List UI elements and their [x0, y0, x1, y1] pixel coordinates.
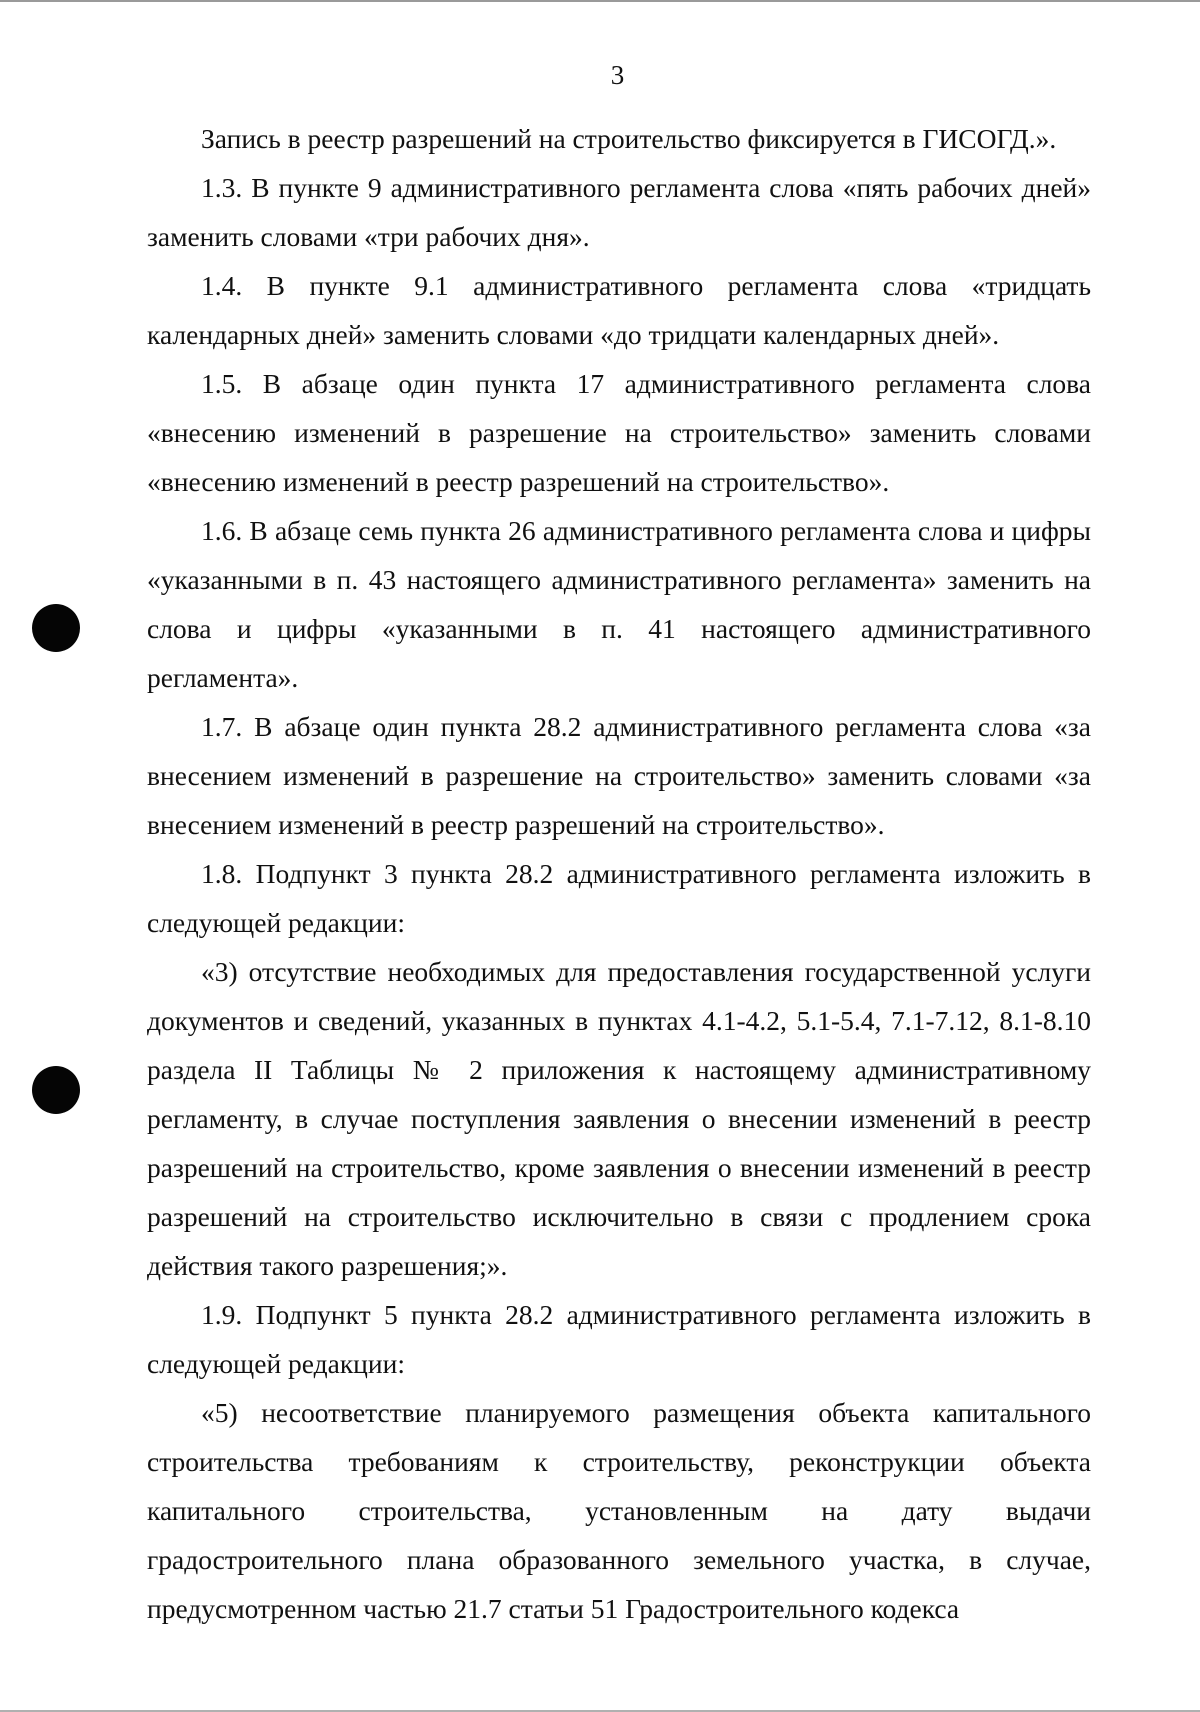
- paragraph-1-5: 1.5. В абзаце один пункта 17 административного регламента слова «внесению изменений в разрешение на строительство» заменить словами «внесению изменений в реестр разрешений на строительство».: [147, 368, 1091, 497]
- paragraph-1-9: 1.9. Подпункт 5 пункта 28.2 административного регламента изложить в следующей редакции:: [147, 1299, 1091, 1379]
- punch-hole: [32, 1066, 80, 1114]
- scan-edge-top: [0, 0, 1200, 2]
- paragraph-1-8: 1.8. Подпункт 3 пункта 28.2 административного регламента изложить в следующей редакции:: [147, 858, 1091, 938]
- page-number: 3: [610, 60, 625, 90]
- paragraph-1-3: 1.3. В пункте 9 административного регламента слова «пять рабочих дней» заменить словами «три рабочих дня».: [147, 172, 1091, 252]
- punch-hole: [32, 604, 80, 652]
- document-body: [147, 114, 1091, 1633]
- paragraph-registry-entry: Запись в реестр разрешений на строительство фиксируется в ГИСОГД.».: [201, 123, 1057, 154]
- paragraph-subitem-5: «5) несоответствие планируемого размещения объекта капитального строительства требованиям к строительству, реконструкции объекта капитального строительства, установленным на дату выдачи градостроительного плана образованного земельного участка, в случае, предусмотренном частью 21.7 статьи 51 Градостроительного кодекса: [147, 1397, 1091, 1624]
- paragraph-1-6: 1.6. В абзаце семь пункта 26 административного регламента слова и цифры «указанными в п. 43 настоящего административного регламента» заменить на слова и цифры «указанными в п. 41 настоящего административного регламента».: [147, 515, 1091, 693]
- paragraph-1-7: 1.7. В абзаце один пункта 28.2 административного регламента слова «за внесением изменений в разрешение на строительство» заменить словами «за внесением изменений в реестр разрешений на строительство».: [147, 711, 1091, 840]
- paragraph-1-4: 1.4. В пункте 9.1 административного регламента слова «тридцать календарных дней» заменить словами «до тридцати календарных дней».: [147, 270, 1091, 350]
- paragraph-subitem-3: «3) отсутствие необходимых для предоставления государственной услуги документов и сведений, указанных в пунктах 4.1-4.2, 5.1-5.4, 7.1-7.12, 8.1-8.10 раздела II Таблицы № 2 приложения к настоящему административному регламенту, в случае поступления заявления о внесении изменений в реестр разрешений на строительство, кроме заявления о внесении изменений в реестр разрешений на строительство исключительно в связи с продлением срока действия такого разрешения;».: [147, 956, 1091, 1281]
